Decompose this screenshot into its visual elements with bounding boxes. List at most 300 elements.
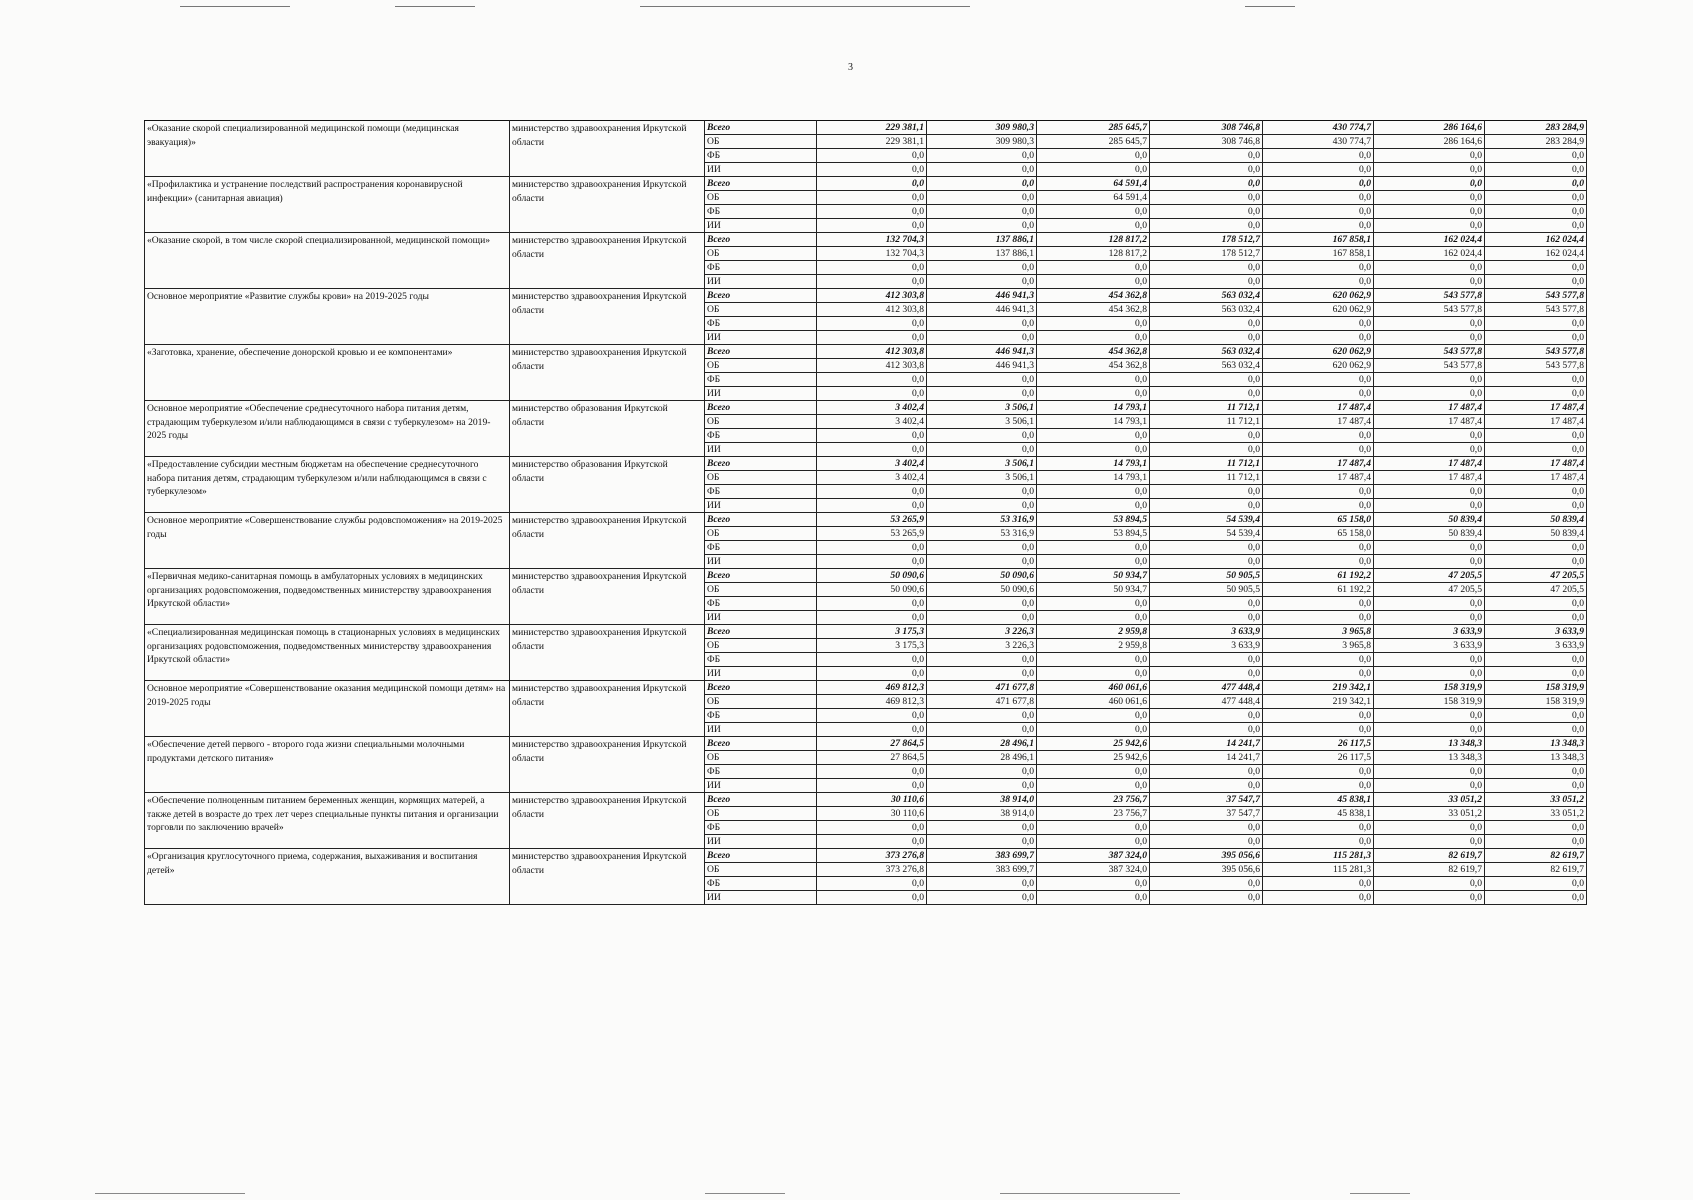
amount-cell: 0,0 <box>1485 317 1587 331</box>
amount-cell: 0,0 <box>1150 499 1263 513</box>
amount-cell: 0,0 <box>1263 877 1374 891</box>
amount-cell: 3 402,4 <box>817 471 927 485</box>
amount-cell: 0,0 <box>927 555 1037 569</box>
amount-cell: 0,0 <box>1150 821 1263 835</box>
amount-cell: 17 487,4 <box>1485 471 1587 485</box>
amount-cell: 387 324,0 <box>1037 863 1150 877</box>
amount-cell: 0,0 <box>1037 835 1150 849</box>
amount-cell: 0,0 <box>1263 835 1374 849</box>
amount-cell: 0,0 <box>1374 765 1485 779</box>
amount-cell: 14 793,1 <box>1037 457 1150 471</box>
funding-source-cell: ИИ <box>705 723 817 737</box>
amount-cell: 64 591,4 <box>1037 177 1150 191</box>
scan-edge-line-bottom <box>1350 1193 1410 1194</box>
amount-cell: 0,0 <box>1374 429 1485 443</box>
funding-source-cell: ОБ <box>705 191 817 205</box>
amount-cell: 162 024,4 <box>1485 233 1587 247</box>
amount-cell: 162 024,4 <box>1485 247 1587 261</box>
amount-cell: 17 487,4 <box>1485 401 1587 415</box>
amount-cell: 283 284,9 <box>1485 121 1587 135</box>
event-name-cell: «Специализированная медицинская помощь в стационарных условиях в медицинских организациях родовспоможения, подведомственных министерству здравоохранения Иркутской области» <box>145 625 510 681</box>
funding-source-cell: ИИ <box>705 891 817 905</box>
amount-cell: 446 941,3 <box>927 359 1037 373</box>
amount-cell: 0,0 <box>1374 891 1485 905</box>
event-name-cell: Основное мероприятие «Совершенствование оказания медицинской помощи детям» на 2019-2025 годы <box>145 681 510 737</box>
amount-cell: 0,0 <box>1263 765 1374 779</box>
amount-cell: 0,0 <box>1037 275 1150 289</box>
amount-cell: 0,0 <box>927 149 1037 163</box>
amount-cell: 53 316,9 <box>927 527 1037 541</box>
amount-cell: 563 032,4 <box>1150 289 1263 303</box>
amount-cell: 137 886,1 <box>927 247 1037 261</box>
amount-cell: 0,0 <box>1485 485 1587 499</box>
event-name-cell: Основное мероприятие «Совершенствование службы родовспоможения» на 2019-2025 годы <box>145 513 510 569</box>
amount-cell: 50 839,4 <box>1485 513 1587 527</box>
amount-cell: 620 062,9 <box>1263 359 1374 373</box>
amount-cell: 37 547,7 <box>1150 807 1263 821</box>
amount-cell: 3 506,1 <box>927 415 1037 429</box>
amount-cell: 229 381,1 <box>817 135 927 149</box>
amount-cell: 0,0 <box>927 317 1037 331</box>
executor-cell: министерство здравоохранения Иркутской области <box>510 625 705 681</box>
funding-source-cell: Всего <box>705 849 817 863</box>
table-row-total <box>145 401 1587 415</box>
amount-cell: 469 812,3 <box>817 681 927 695</box>
amount-cell: 23 756,7 <box>1037 793 1150 807</box>
amount-cell: 82 619,7 <box>1485 849 1587 863</box>
funding-source-cell: ИИ <box>705 275 817 289</box>
amount-cell: 0,0 <box>817 555 927 569</box>
amount-cell: 3 402,4 <box>817 415 927 429</box>
amount-cell: 0,0 <box>817 821 927 835</box>
amount-cell: 50 090,6 <box>927 569 1037 583</box>
amount-cell: 0,0 <box>1037 779 1150 793</box>
funding-source-cell: ФБ <box>705 597 817 611</box>
amount-cell: 47 205,5 <box>1374 569 1485 583</box>
amount-cell: 0,0 <box>1263 667 1374 681</box>
funding-source-cell: ИИ <box>705 219 817 233</box>
amount-cell: 0,0 <box>1150 373 1263 387</box>
funding-source-cell: ИИ <box>705 835 817 849</box>
amount-cell: 3 965,8 <box>1263 625 1374 639</box>
amount-cell: 0,0 <box>1263 443 1374 457</box>
funding-source-cell: ОБ <box>705 527 817 541</box>
amount-cell: 454 362,8 <box>1037 303 1150 317</box>
amount-cell: 82 619,7 <box>1374 849 1485 863</box>
amount-cell: 620 062,9 <box>1263 289 1374 303</box>
funding-source-cell: ФБ <box>705 149 817 163</box>
amount-cell: 395 056,6 <box>1150 863 1263 877</box>
amount-cell: 82 619,7 <box>1485 863 1587 877</box>
amount-cell: 3 506,1 <box>927 471 1037 485</box>
funding-source-cell: ФБ <box>705 877 817 891</box>
funding-source-cell: ФБ <box>705 261 817 275</box>
amount-cell: 13 348,3 <box>1485 751 1587 765</box>
amount-cell: 3 633,9 <box>1150 625 1263 639</box>
amount-cell: 0,0 <box>1263 205 1374 219</box>
amount-cell: 3 506,1 <box>927 401 1037 415</box>
amount-cell: 0,0 <box>1374 555 1485 569</box>
amount-cell: 128 817,2 <box>1037 247 1150 261</box>
amount-cell: 0,0 <box>1374 821 1485 835</box>
amount-cell: 0,0 <box>1037 499 1150 513</box>
funding-source-cell: Всего <box>705 625 817 639</box>
amount-cell: 33 051,2 <box>1485 807 1587 821</box>
amount-cell: 3 402,4 <box>817 457 927 471</box>
funding-source-cell: ФБ <box>705 709 817 723</box>
amount-cell: 0,0 <box>1037 485 1150 499</box>
amount-cell: 446 941,3 <box>927 303 1037 317</box>
funding-source-cell: ОБ <box>705 303 817 317</box>
amount-cell: 0,0 <box>1374 667 1485 681</box>
amount-cell: 543 577,8 <box>1485 289 1587 303</box>
amount-cell: 0,0 <box>927 485 1037 499</box>
amount-cell: 11 712,1 <box>1150 457 1263 471</box>
funding-source-cell: ОБ <box>705 583 817 597</box>
funding-source-cell: Всего <box>705 569 817 583</box>
event-name-cell: «Оказание скорой, в том числе скорой специализированной, медицинской помощи» <box>145 233 510 289</box>
amount-cell: 0,0 <box>1150 723 1263 737</box>
scan-edge-line-bottom <box>1000 1193 1180 1194</box>
amount-cell: 82 619,7 <box>1374 863 1485 877</box>
amount-cell: 383 699,7 <box>927 849 1037 863</box>
amount-cell: 454 362,8 <box>1037 345 1150 359</box>
amount-cell: 0,0 <box>1374 653 1485 667</box>
table-row-total <box>145 457 1587 471</box>
funding-source-cell: ИИ <box>705 611 817 625</box>
amount-cell: 0,0 <box>817 611 927 625</box>
amount-cell: 158 319,9 <box>1485 681 1587 695</box>
amount-cell: 3 175,3 <box>817 625 927 639</box>
amount-cell: 0,0 <box>1150 205 1263 219</box>
table-row-total <box>145 177 1587 191</box>
amount-cell: 0,0 <box>1037 541 1150 555</box>
amount-cell: 158 319,9 <box>1485 695 1587 709</box>
funding-source-cell: ФБ <box>705 429 817 443</box>
amount-cell: 0,0 <box>927 779 1037 793</box>
amount-cell: 0,0 <box>817 653 927 667</box>
amount-cell: 285 645,7 <box>1037 135 1150 149</box>
amount-cell: 0,0 <box>1150 191 1263 205</box>
funding-source-cell: Всего <box>705 681 817 695</box>
amount-cell: 0,0 <box>1485 653 1587 667</box>
amount-cell: 0,0 <box>817 331 927 345</box>
amount-cell: 11 712,1 <box>1150 471 1263 485</box>
amount-cell: 0,0 <box>1263 709 1374 723</box>
funding-source-cell: Всего <box>705 345 817 359</box>
table-row-total <box>145 849 1587 863</box>
amount-cell: 0,0 <box>1485 765 1587 779</box>
funding-source-cell: ИИ <box>705 331 817 345</box>
amount-cell: 26 117,5 <box>1263 751 1374 765</box>
amount-cell: 0,0 <box>927 835 1037 849</box>
amount-cell: 0,0 <box>1374 149 1485 163</box>
amount-cell: 50 090,6 <box>817 569 927 583</box>
amount-cell: 0,0 <box>927 219 1037 233</box>
amount-cell: 373 276,8 <box>817 849 927 863</box>
amount-cell: 471 677,8 <box>927 695 1037 709</box>
amount-cell: 0,0 <box>1263 821 1374 835</box>
funding-source-cell: ОБ <box>705 247 817 261</box>
amount-cell: 167 858,1 <box>1263 233 1374 247</box>
funding-source-cell: ОБ <box>705 359 817 373</box>
amount-cell: 0,0 <box>1485 611 1587 625</box>
amount-cell: 0,0 <box>1485 275 1587 289</box>
amount-cell: 178 512,7 <box>1150 233 1263 247</box>
executor-cell: министерство здравоохранения Иркутской области <box>510 569 705 625</box>
table-row-total <box>145 569 1587 583</box>
amount-cell: 0,0 <box>927 275 1037 289</box>
amount-cell: 2 959,8 <box>1037 639 1150 653</box>
amount-cell: 0,0 <box>1263 541 1374 555</box>
funding-source-cell: ФБ <box>705 821 817 835</box>
amount-cell: 0,0 <box>1485 219 1587 233</box>
amount-cell: 0,0 <box>1263 387 1374 401</box>
executor-cell: министерство здравоохранения Иркутской области <box>510 177 705 233</box>
funding-source-cell: Всего <box>705 289 817 303</box>
amount-cell: 0,0 <box>1485 891 1587 905</box>
amount-cell: 0,0 <box>1374 597 1485 611</box>
amount-cell: 17 487,4 <box>1263 415 1374 429</box>
amount-cell: 17 487,4 <box>1485 415 1587 429</box>
amount-cell: 0,0 <box>1485 597 1587 611</box>
amount-cell: 167 858,1 <box>1263 247 1374 261</box>
amount-cell: 17 487,4 <box>1263 401 1374 415</box>
amount-cell: 0,0 <box>817 499 927 513</box>
funding-source-cell: Всего <box>705 737 817 751</box>
event-name-cell: «Первичная медико-санитарная помощь в амбулаторных условиях в медицинских организациях родовспоможения, подведомственных министерству здравоохранения Иркутской области» <box>145 569 510 625</box>
executor-cell: министерство здравоохранения Иркутской области <box>510 233 705 289</box>
amount-cell: 0,0 <box>1374 443 1485 457</box>
amount-cell: 61 192,2 <box>1263 569 1374 583</box>
amount-cell: 395 056,6 <box>1150 849 1263 863</box>
amount-cell: 283 284,9 <box>1485 135 1587 149</box>
amount-cell: 0,0 <box>1263 555 1374 569</box>
amount-cell: 0,0 <box>1263 597 1374 611</box>
amount-cell: 446 941,3 <box>927 345 1037 359</box>
amount-cell: 0,0 <box>1374 261 1485 275</box>
amount-cell: 162 024,4 <box>1374 247 1485 261</box>
event-name-cell: Основное мероприятие «Обеспечение среднесуточного набора питания детям, страдающим туберкулезом и/или наблюдающимся в связи с туберкулезом» на 2019-2025 годы <box>145 401 510 457</box>
event-name-cell: «Обеспечение полноценным питанием беременных женщин, кормящих матерей, а также детей в возрасте до трех лет через специальные пункты питания и организации торговли по заключению врачей» <box>145 793 510 849</box>
event-name-cell: «Организация круглосуточного приема, содержания, выхаживания и воспитания детей» <box>145 849 510 905</box>
scan-edge-line-top <box>395 6 475 7</box>
funding-source-cell: ФБ <box>705 373 817 387</box>
amount-cell: 0,0 <box>1374 177 1485 191</box>
amount-cell: 543 577,8 <box>1485 359 1587 373</box>
amount-cell: 50 905,5 <box>1150 583 1263 597</box>
amount-cell: 0,0 <box>1374 387 1485 401</box>
amount-cell: 286 164,6 <box>1374 121 1485 135</box>
amount-cell: 0,0 <box>817 163 927 177</box>
amount-cell: 0,0 <box>1485 541 1587 555</box>
amount-cell: 0,0 <box>927 709 1037 723</box>
amount-cell: 14 241,7 <box>1150 737 1263 751</box>
funding-source-cell: ИИ <box>705 443 817 457</box>
amount-cell: 0,0 <box>1150 555 1263 569</box>
amount-cell: 45 838,1 <box>1263 807 1374 821</box>
amount-cell: 0,0 <box>1263 275 1374 289</box>
amount-cell: 50 934,7 <box>1037 569 1150 583</box>
amount-cell: 0,0 <box>927 373 1037 387</box>
amount-cell: 17 487,4 <box>1263 457 1374 471</box>
amount-cell: 0,0 <box>927 177 1037 191</box>
funding-source-cell: ФБ <box>705 765 817 779</box>
amount-cell: 0,0 <box>1374 191 1485 205</box>
amount-cell: 0,0 <box>1374 163 1485 177</box>
amount-cell: 27 864,5 <box>817 751 927 765</box>
amount-cell: 0,0 <box>1263 485 1374 499</box>
amount-cell: 0,0 <box>1485 555 1587 569</box>
amount-cell: 14 793,1 <box>1037 471 1150 485</box>
amount-cell: 308 746,8 <box>1150 135 1263 149</box>
amount-cell: 132 704,3 <box>817 233 927 247</box>
amount-cell: 460 061,6 <box>1037 695 1150 709</box>
amount-cell: 65 158,0 <box>1263 513 1374 527</box>
amount-cell: 2 959,8 <box>1037 625 1150 639</box>
amount-cell: 0,0 <box>817 373 927 387</box>
amount-cell: 477 448,4 <box>1150 695 1263 709</box>
amount-cell: 37 547,7 <box>1150 793 1263 807</box>
amount-cell: 0,0 <box>1485 261 1587 275</box>
amount-cell: 412 303,8 <box>817 359 927 373</box>
funding-source-cell: ОБ <box>705 807 817 821</box>
funding-source-cell: Всего <box>705 513 817 527</box>
amount-cell: 469 812,3 <box>817 695 927 709</box>
amount-cell: 53 265,9 <box>817 527 927 541</box>
amount-cell: 13 348,3 <box>1374 751 1485 765</box>
amount-cell: 0,0 <box>1037 765 1150 779</box>
funding-source-cell: ФБ <box>705 317 817 331</box>
amount-cell: 61 192,2 <box>1263 583 1374 597</box>
amount-cell: 3 175,3 <box>817 639 927 653</box>
funding-source-cell: Всего <box>705 401 817 415</box>
amount-cell: 0,0 <box>927 667 1037 681</box>
amount-cell: 0,0 <box>927 205 1037 219</box>
amount-cell: 0,0 <box>1485 835 1587 849</box>
amount-cell: 0,0 <box>1150 765 1263 779</box>
funding-source-cell: Всего <box>705 233 817 247</box>
amount-cell: 412 303,8 <box>817 303 927 317</box>
amount-cell: 0,0 <box>927 723 1037 737</box>
amount-cell: 50 839,4 <box>1374 527 1485 541</box>
amount-cell: 0,0 <box>1263 317 1374 331</box>
amount-cell: 0,0 <box>927 877 1037 891</box>
amount-cell: 0,0 <box>927 163 1037 177</box>
amount-cell: 0,0 <box>1150 597 1263 611</box>
amount-cell: 454 362,8 <box>1037 359 1150 373</box>
amount-cell: 0,0 <box>1263 779 1374 793</box>
executor-cell: министерство здравоохранения Иркутской области <box>510 345 705 401</box>
amount-cell: 13 348,3 <box>1374 737 1485 751</box>
amount-cell: 0,0 <box>1263 653 1374 667</box>
amount-cell: 0,0 <box>1485 667 1587 681</box>
amount-cell: 0,0 <box>1263 163 1374 177</box>
amount-cell: 0,0 <box>1037 331 1150 345</box>
amount-cell: 0,0 <box>1037 597 1150 611</box>
amount-cell: 0,0 <box>817 191 927 205</box>
executor-cell: министерство здравоохранения Иркутской области <box>510 849 705 905</box>
event-name-cell: «Профилактика и устранение последствий распространения коронавирусной инфекции» (санитарная авиация) <box>145 177 510 233</box>
executor-cell: министерство здравоохранения Иркутской области <box>510 681 705 737</box>
amount-cell: 0,0 <box>927 261 1037 275</box>
amount-cell: 3 506,1 <box>927 457 1037 471</box>
amount-cell: 0,0 <box>927 499 1037 513</box>
amount-cell: 0,0 <box>1150 429 1263 443</box>
amount-cell: 0,0 <box>1485 723 1587 737</box>
funding-source-cell: ФБ <box>705 653 817 667</box>
amount-cell: 563 032,4 <box>1150 345 1263 359</box>
amount-cell: 0,0 <box>1037 709 1150 723</box>
amount-cell: 0,0 <box>1150 149 1263 163</box>
amount-cell: 47 205,5 <box>1374 583 1485 597</box>
amount-cell: 0,0 <box>817 387 927 401</box>
amount-cell: 0,0 <box>1485 877 1587 891</box>
amount-cell: 0,0 <box>1485 177 1587 191</box>
amount-cell: 50 090,6 <box>817 583 927 597</box>
amount-cell: 17 487,4 <box>1374 457 1485 471</box>
amount-cell: 11 712,1 <box>1150 401 1263 415</box>
amount-cell: 308 746,8 <box>1150 121 1263 135</box>
amount-cell: 33 051,2 <box>1374 793 1485 807</box>
amount-cell: 0,0 <box>1037 555 1150 569</box>
funding-source-cell: ИИ <box>705 499 817 513</box>
amount-cell: 0,0 <box>1485 149 1587 163</box>
amount-cell: 17 487,4 <box>1263 471 1374 485</box>
amount-cell: 0,0 <box>927 597 1037 611</box>
amount-cell: 0,0 <box>1263 373 1374 387</box>
amount-cell: 17 487,4 <box>1374 415 1485 429</box>
amount-cell: 50 934,7 <box>1037 583 1150 597</box>
amount-cell: 14 793,1 <box>1037 401 1150 415</box>
amount-cell: 0,0 <box>1037 261 1150 275</box>
table-row-total <box>145 345 1587 359</box>
amount-cell: 0,0 <box>927 541 1037 555</box>
funding-source-cell: ОБ <box>705 695 817 709</box>
amount-cell: 3 633,9 <box>1485 625 1587 639</box>
amount-cell: 0,0 <box>1263 149 1374 163</box>
amount-cell: 33 051,2 <box>1374 807 1485 821</box>
amount-cell: 0,0 <box>1037 821 1150 835</box>
amount-cell: 0,0 <box>817 261 927 275</box>
amount-cell: 158 319,9 <box>1374 681 1485 695</box>
executor-cell: министерство образования Иркутской области <box>510 401 705 457</box>
amount-cell: 0,0 <box>1374 499 1485 513</box>
amount-cell: 0,0 <box>817 485 927 499</box>
amount-cell: 3 226,3 <box>927 639 1037 653</box>
amount-cell: 0,0 <box>817 429 927 443</box>
amount-cell: 178 512,7 <box>1150 247 1263 261</box>
scan-edge-line-top <box>180 6 290 7</box>
amount-cell: 0,0 <box>1037 891 1150 905</box>
amount-cell: 0,0 <box>1150 275 1263 289</box>
amount-cell: 47 205,5 <box>1485 569 1587 583</box>
amount-cell: 0,0 <box>1485 387 1587 401</box>
amount-cell: 285 645,7 <box>1037 121 1150 135</box>
executor-cell: министерство здравоохранения Иркутской области <box>510 513 705 569</box>
amount-cell: 0,0 <box>1374 205 1485 219</box>
amount-cell: 0,0 <box>1485 163 1587 177</box>
amount-cell: 14 241,7 <box>1150 751 1263 765</box>
amount-cell: 0,0 <box>1150 485 1263 499</box>
amount-cell: 0,0 <box>927 765 1037 779</box>
executor-cell: министерство образования Иркутской области <box>510 457 705 513</box>
amount-cell: 0,0 <box>817 275 927 289</box>
amount-cell: 0,0 <box>1263 191 1374 205</box>
amount-cell: 0,0 <box>1037 387 1150 401</box>
table-body <box>145 121 1587 905</box>
amount-cell: 0,0 <box>927 387 1037 401</box>
